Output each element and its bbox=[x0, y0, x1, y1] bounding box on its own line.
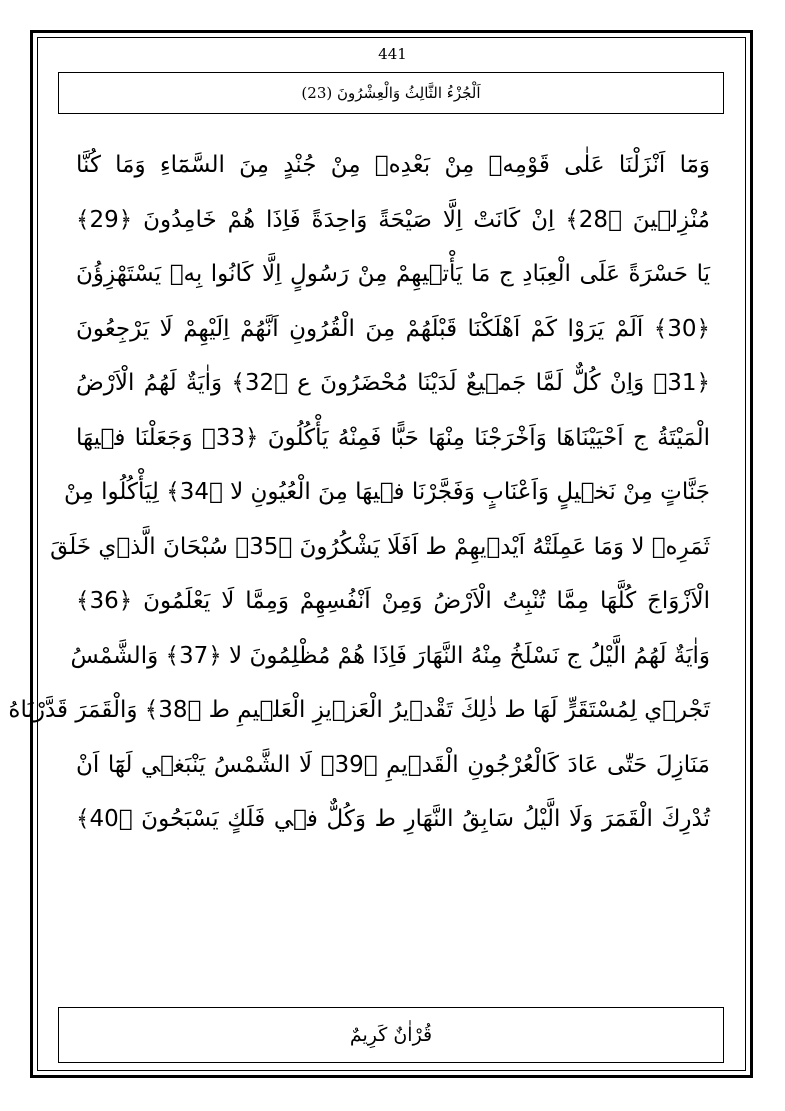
quran-text-block bbox=[8, 138, 710, 847]
text-line: الْاَزْوَاجَ كُلَّهَا مِمَّا تُنْبِتُ الْاَرْضُ وَمِنْ اَنْفُسِهِمْ وَمِمَّا لَا يَعْلَمُونَ ﴿36﴾ bbox=[76, 588, 710, 614]
text-line: مُنْزِل۪ينَ ﴿28﴾ اِنْ كَانَتْ اِلَّا صَيْحَةً وَاحِدَةً فَاِذَا هُمْ خَامِدُونَ ﴿29﴾ bbox=[76, 206, 710, 233]
header-box bbox=[58, 72, 724, 114]
text-line: الْمَيْتَةُ ج اَحْيَيْنَاهَا وَاَخْرَجْنَا مِنْهَا حَبًّا فَمِنْهُ يَأْكُلُونَ ﴿33﴾ وَجَعَلْنَا ف۪يهَا bbox=[76, 424, 710, 451]
footer-box bbox=[58, 1007, 724, 1063]
footer-title: قُرْاٰنٌ كَرِيمٌ bbox=[349, 1024, 433, 1046]
page-number: 441 bbox=[378, 45, 407, 63]
juz-title: اَلْجُزْءُ الثَّالِثُ وَالْعِشْرُونَ (23) bbox=[301, 84, 481, 102]
text-line: تَجْر۪ي لِمُسْتَقَرٍّ لَهَا ط ذٰلِكَ تَقْد۪يرُ الْعَز۪يزِ الْعَل۪يمِ ط ﴿38﴾ وَالْقَمَرَ قَدَّرْنَاهُ bbox=[8, 697, 710, 723]
text-line: جَنَّاتٍ مِنْ نَخ۪يلٍ وَاَعْنَابٍ وَفَجَّرْنَا ف۪يهَا مِنَ الْعُيُونِ لا ﴿34﴾ لِيَأْكُلُوا مِنْ bbox=[63, 479, 710, 505]
text-line: وَاٰيَةٌ لَهُمُ الَّيْلُ ج نَسْلَخُ مِنْهُ النَّهَارَ فَاِذَا هُمْ مُظْلِمُونَ لا ﴿37﴾ وَالشَّمْسُ bbox=[70, 642, 710, 669]
text-line: يَا حَسْرَةً عَلَى الْعِبَادِ ج مَا يَأْت۪يهِمْ مِنْ رَسُولٍ اِلَّا كَانُوا بِه۪ يَسْتَهْزِؤُنَ bbox=[76, 261, 710, 287]
text-line: ثَمَرِه۪ لا وَمَا عَمِلَتْهُ اَيْد۪يهِمْ ط اَفَلَا يَشْكُرُونَ ﴿35﴾ سُبْحَانَ الَّذ۪ي خَلَقَ bbox=[50, 533, 710, 560]
text-line: وَمَٓا اَنْزَلْنَا عَلٰى قَوْمِه۪ مِنْ بَعْدِه۪ مِنْ جُنْدٍ مِنَ السَّمَٓاءِ وَمَا كُنَّا bbox=[76, 152, 710, 178]
text-line: ﴿30﴾ اَلَمْ يَرَوْا كَمْ اَهْلَكْنَا قَبْلَهُمْ مِنَ الْقُرُونِ اَنَّهُمْ اِلَيْهِمْ لَا يَرْجِعُونَ bbox=[76, 315, 710, 342]
text-line: تُدْرِكَ الْقَمَرَ وَلَا الَّيْلُ سَابِقُ النَّهَارِ ط وَكُلٌّ ف۪ي فَلَكٍ يَسْبَحُونَ ﴿40﴾ bbox=[76, 806, 710, 832]
text-line: ﴿31﴾ وَاِنْ كُلٌّ لَمَّا جَم۪يعٌ لَدَيْنَا مُحْضَرُونَ ع ﴿32﴾ وَاٰيَةٌ لَهُمُ الْاَرْضُ bbox=[76, 370, 710, 396]
text-line: مَنَازِلَ حَتّٰى عَادَ كَالْعُرْجُونِ الْقَد۪يمِ ﴿39﴾ لَا الشَّمْسُ يَنْبَغ۪ي لَهَٓا اَنْ bbox=[76, 751, 710, 778]
